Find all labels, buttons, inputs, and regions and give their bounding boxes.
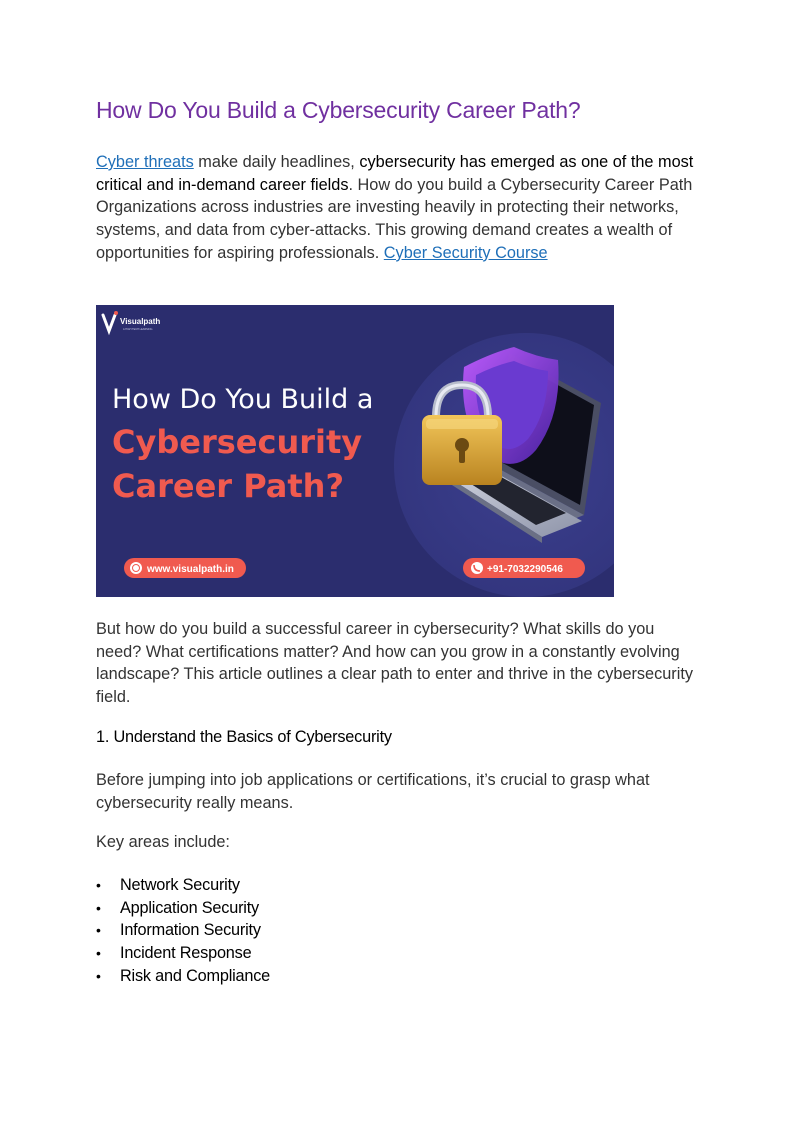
article-title: How Do You Build a Cybersecurity Career Path? <box>96 97 581 123</box>
list-item <box>96 874 270 897</box>
intro-paragraph <box>96 151 696 265</box>
list-item <box>96 965 270 988</box>
cyber-security-course-link[interactable]: Cyber Security Course <box>383 243 548 262</box>
banner-line-1: How Do You Build a <box>112 384 374 415</box>
bullet-icon: • <box>96 922 101 939</box>
globe-icon <box>130 562 142 574</box>
list-item <box>96 897 270 920</box>
para-basics: Before jumping into job applications or certifications, it’s crucial to grasp what cybersecurity really means. <box>96 771 650 812</box>
banner-phone: +91-7032290546 <box>487 564 563 575</box>
list-item-text: Application Security <box>120 898 259 917</box>
banner-graphic <box>96 305 614 597</box>
phone-icon <box>471 562 483 574</box>
key-areas-list <box>96 874 270 987</box>
cyber-threats-link[interactable]: Cyber threats <box>96 153 194 171</box>
list-item-text: Risk and Compliance <box>120 966 271 985</box>
bullet-icon: • <box>96 877 101 893</box>
bullet-icon: • <box>96 899 101 916</box>
brand-tagline: A HIGH TECH LEARNING <box>123 328 153 331</box>
bullet-icon: • <box>96 967 101 984</box>
intro-text-1: make daily headlines, <box>193 153 360 171</box>
list-item-text: Network Security <box>120 876 240 894</box>
key-areas-label: Key areas include: <box>96 833 230 851</box>
list-item-text: Information Security <box>120 921 261 940</box>
article-banner-image <box>96 305 614 597</box>
banner-line-2: Cybersecurity <box>112 423 363 461</box>
list-item-text: Incident Response <box>120 944 252 963</box>
bullet-icon: • <box>96 945 101 962</box>
brand-name: Visualpath <box>120 317 161 326</box>
banner-website: www.visualpath.in <box>147 564 234 575</box>
para-questions: But how do you build a successful career in cybersecurity? What skills do you need? What certifications matter? And how can you grow in a constantly evolving landscape? This article outlines a clear path to enter and thrive in the cybersecurity field. <box>96 620 694 707</box>
phone-badge <box>463 558 585 578</box>
intro-emphasis: cybersecurity has emerged as one of the most critical and in-demand career fields <box>96 153 694 194</box>
banner-line-3: Career Path? <box>112 467 345 505</box>
list-item <box>96 942 270 965</box>
list-item <box>96 919 270 942</box>
intro-text-2: . How do you build a Cybersecurity Career Path Organizations across industries are investing heavily in protecting their networks, systems, and data from cyber-attacks. This growing demand creates a wealth of opportunities for aspiring professionals. <box>96 175 693 262</box>
section-heading-basics: 1. Understand the Basics of Cybersecurity <box>96 728 392 746</box>
website-badge <box>124 558 246 578</box>
